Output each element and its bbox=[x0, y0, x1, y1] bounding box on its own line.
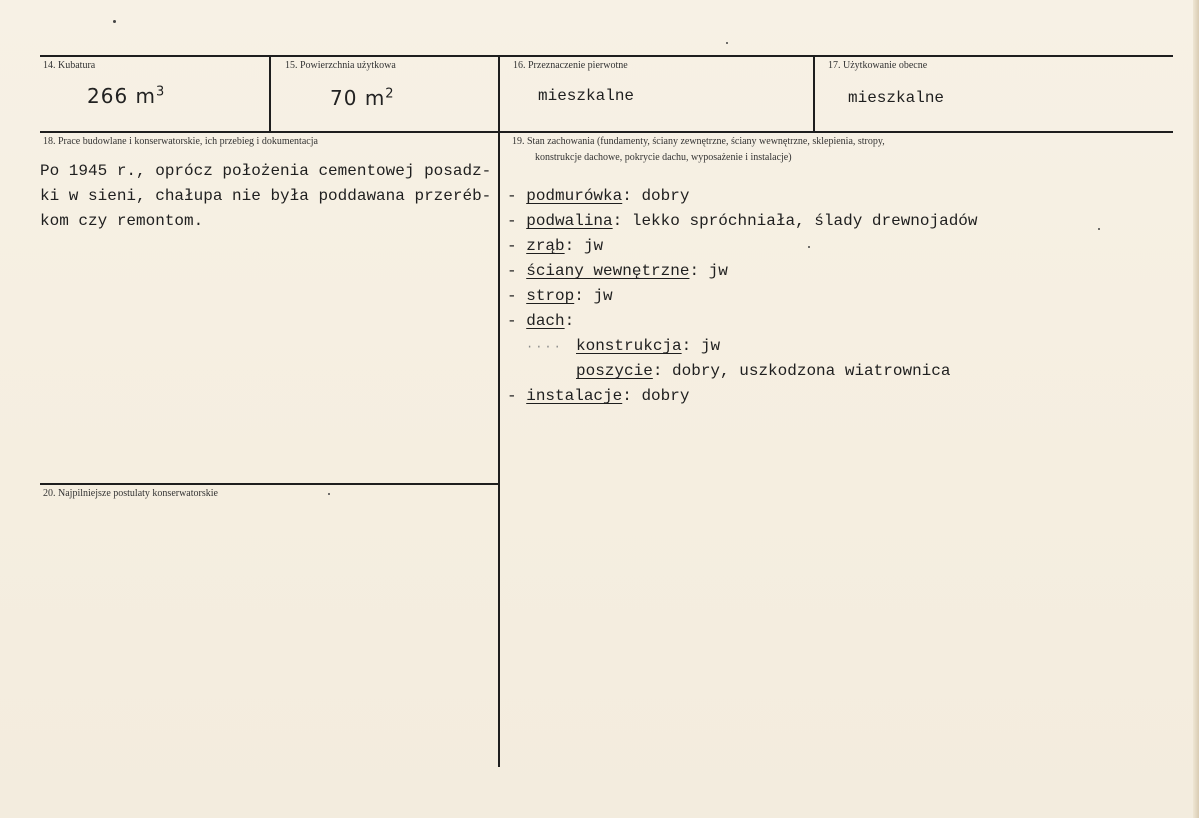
rule-field20 bbox=[40, 483, 498, 485]
divider-14-15 bbox=[269, 55, 271, 132]
field-17-label: 17. Użytkowanie obecne bbox=[828, 60, 928, 71]
field-14-value: 266 $m^3$ bbox=[87, 84, 166, 108]
condition-item: - dach: bbox=[507, 312, 575, 330]
divider-16-17 bbox=[813, 55, 815, 132]
speck bbox=[726, 42, 728, 44]
rule-top bbox=[40, 55, 1173, 57]
field-18-label: 18. Prace budowlane i konserwatorskie, ich przebieg i dokumentacja bbox=[43, 136, 318, 147]
divider-main bbox=[498, 55, 500, 767]
field-16-value: mieszkalne bbox=[538, 87, 635, 105]
speck bbox=[1098, 228, 1100, 230]
field-16-label: 16. Przeznaczenie pierwotne bbox=[513, 60, 628, 71]
field-18-line: Po 1945 r., oprócz położenia cementowej posadz- bbox=[40, 162, 492, 180]
field-14-label: 14. Kubatura bbox=[43, 60, 96, 71]
condition-item: - ściany wewnętrzne: jw bbox=[507, 262, 728, 280]
condition-item: - zrąb: jw bbox=[507, 237, 604, 255]
field-18-line: ki w sieni, chałupa nie była poddawana przeréb- bbox=[40, 187, 492, 205]
card-edge bbox=[1193, 0, 1199, 818]
condition-item: - podmurówka: dobry bbox=[507, 187, 690, 205]
speck bbox=[328, 493, 330, 495]
field-17-value: mieszkalne bbox=[848, 89, 945, 107]
condition-subitem: poszycie: dobry, uszkodzona wiatrownica bbox=[576, 362, 951, 380]
rule-row1 bbox=[40, 131, 1173, 133]
condition-item: - strop: jw bbox=[507, 287, 613, 305]
field-18-line: kom czy remontom. bbox=[40, 212, 204, 230]
field-15-value: 70 $m^2$ bbox=[330, 86, 395, 110]
field-20-label: 20. Najpilniejsze postulaty konserwatorskie bbox=[43, 488, 218, 499]
speck bbox=[808, 246, 810, 248]
condition-item: - podwalina: lekko spróchniała, ślady drewnojadów bbox=[507, 212, 978, 230]
field-19-label-cont: konstrukcje dachowe, pokrycie dachu, wyposażenie i instalacje) bbox=[535, 152, 792, 163]
field-15-label: 15. Powierzchnia użytkowa bbox=[285, 60, 396, 71]
condition-item: - instalacje: dobry bbox=[507, 387, 690, 405]
dotted-leader: ···· bbox=[526, 340, 563, 354]
field-19-label: 19. Stan zachowania (fundamenty, ściany zewnętrzne, ściany wewnętrzne, sklepienia, stropy, bbox=[512, 136, 885, 147]
condition-subitem: konstrukcja: jw bbox=[576, 337, 721, 355]
speck bbox=[113, 20, 116, 23]
